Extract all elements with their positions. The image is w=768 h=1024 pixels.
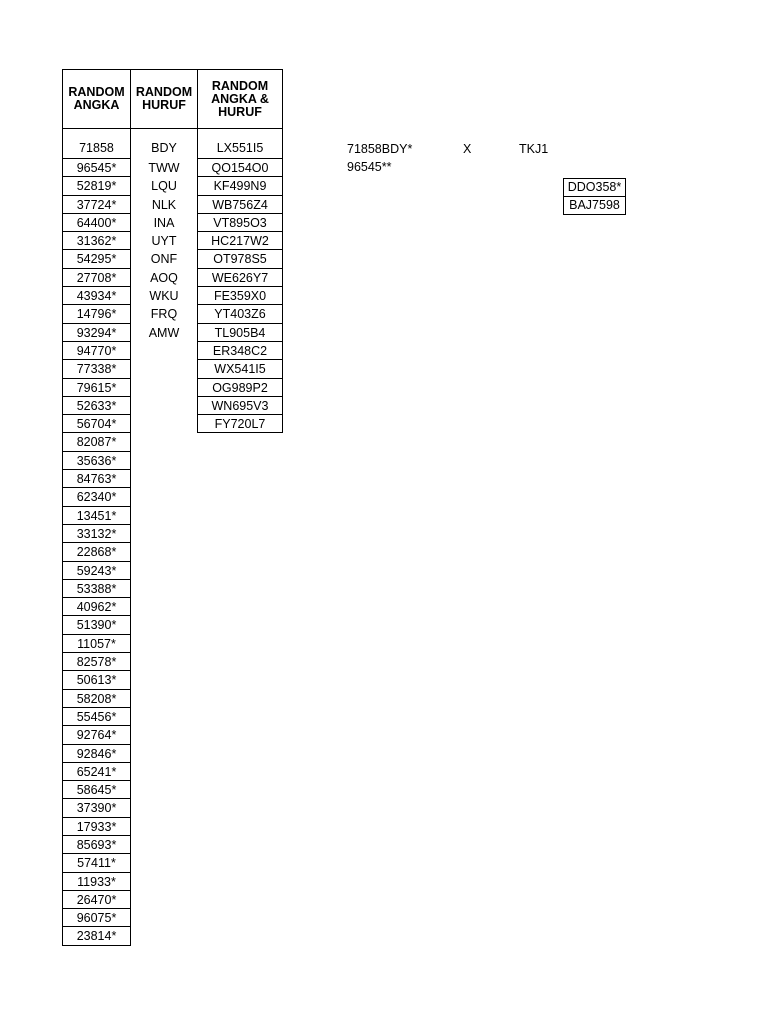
- table-cell: 51390*: [63, 616, 130, 634]
- table-cell: INA: [153, 215, 175, 230]
- table-cell: 64400*: [63, 214, 130, 232]
- boxed-value: DDO358*: [563, 178, 626, 197]
- header-label: RANDOM ANGKA & HURUF: [211, 78, 269, 119]
- table-cell: 11057*: [63, 635, 130, 653]
- table-cell: WN695V3: [198, 397, 282, 415]
- table-cell: 92764*: [63, 726, 130, 744]
- table-cell: 96545*: [63, 159, 130, 177]
- table-cell: 85693*: [63, 836, 130, 854]
- note-line-2: 96545**: [347, 160, 392, 174]
- table-cell: 14796*: [63, 305, 130, 323]
- table-cell: BDY: [151, 141, 177, 155]
- table-cell: 92846*: [63, 745, 130, 763]
- table-cell: ER348C2: [198, 342, 282, 360]
- table-cell: 71858: [63, 128, 130, 159]
- table-cell: FE359X0: [198, 287, 282, 305]
- table-cell: WE626Y7: [198, 269, 282, 287]
- table-cell: LX551I5: [198, 128, 282, 159]
- table-cell: 53388*: [63, 580, 130, 598]
- header-random-angka-huruf: [197, 69, 283, 129]
- table-cell: FY720L7: [198, 415, 282, 433]
- table-cell: WKU: [149, 289, 179, 304]
- table-cell: 57411*: [63, 854, 130, 872]
- header-label: RANDOM ANGKA: [68, 85, 125, 112]
- table-cell: 23814*: [63, 927, 130, 945]
- table-cell: 77338*: [63, 360, 130, 378]
- table-cell: 17933*: [63, 818, 130, 836]
- table-cell: 65241*: [63, 763, 130, 781]
- note-line-1: 71858BDY*: [347, 142, 413, 156]
- table-cell: OT978S5: [198, 250, 282, 268]
- table-cell: 50613*: [63, 671, 130, 689]
- table-cell: 93294*: [63, 324, 130, 342]
- table-cell: 62340*: [63, 488, 130, 506]
- column-random-angka: [62, 128, 131, 946]
- table-cell: 13451*: [63, 507, 130, 525]
- table-cell: 84763*: [63, 470, 130, 488]
- table-cell: WX541I5: [198, 360, 282, 378]
- table-cell: 59243*: [63, 562, 130, 580]
- table-cell: 43934*: [63, 287, 130, 305]
- note-tkj: TKJ1: [519, 142, 549, 156]
- table-cell: LQU: [151, 179, 177, 194]
- table-cell: 52633*: [63, 397, 130, 415]
- table-cell: TL905B4: [198, 324, 282, 342]
- table-cell: 94770*: [63, 342, 130, 360]
- table-cell: ONF: [150, 252, 178, 267]
- table-cell: AMW: [148, 325, 180, 340]
- table-cell: UYT: [151, 234, 177, 249]
- header-random-huruf: [130, 69, 198, 129]
- boxed-value: BAJ7598: [563, 196, 626, 215]
- table-cell: YT403Z6: [198, 305, 282, 323]
- table-cell: 52819*: [63, 177, 130, 195]
- table-cell: OG989P2: [198, 379, 282, 397]
- note-x: X: [463, 142, 472, 156]
- table-cell: 82578*: [63, 653, 130, 671]
- table-cell: 37724*: [63, 196, 130, 214]
- table-cell: 22868*: [63, 543, 130, 561]
- header-label: RANDOM HURUF: [135, 85, 193, 112]
- table-cell: 82087*: [63, 433, 130, 451]
- table-cell: 27708*: [63, 269, 130, 287]
- table-cell: 37390*: [63, 799, 130, 817]
- table-cell: 96075*: [63, 909, 130, 927]
- table-cell: WB756Z4: [198, 196, 282, 214]
- table-cell: QO154O0: [198, 159, 282, 177]
- table-cell: 56704*: [63, 415, 130, 433]
- header-random-angka: [62, 69, 131, 129]
- table-cell: KF499N9: [198, 177, 282, 195]
- column-random-huruf: [130, 128, 198, 342]
- table-cell: 11933*: [63, 873, 130, 891]
- table-cell: 58645*: [63, 781, 130, 799]
- table-cell: 26470*: [63, 891, 130, 909]
- table-cell: NLK: [151, 197, 177, 212]
- table-cell: AOQ: [150, 270, 178, 285]
- table-cell: FRQ: [150, 307, 178, 322]
- table-cell: 35636*: [63, 452, 130, 470]
- table-cell: VT895O3: [198, 214, 282, 232]
- table-cell: 31362*: [63, 232, 130, 250]
- table-cell: TWW: [148, 161, 180, 175]
- table-cell: 55456*: [63, 708, 130, 726]
- table-cell: 58208*: [63, 690, 130, 708]
- column-random-angka-huruf: [197, 128, 283, 433]
- table-cell: 33132*: [63, 525, 130, 543]
- table-cell: HC217W2: [198, 232, 282, 250]
- table-cell: 40962*: [63, 598, 130, 616]
- table-cell: 79615*: [63, 379, 130, 397]
- table-cell: 54295*: [63, 250, 130, 268]
